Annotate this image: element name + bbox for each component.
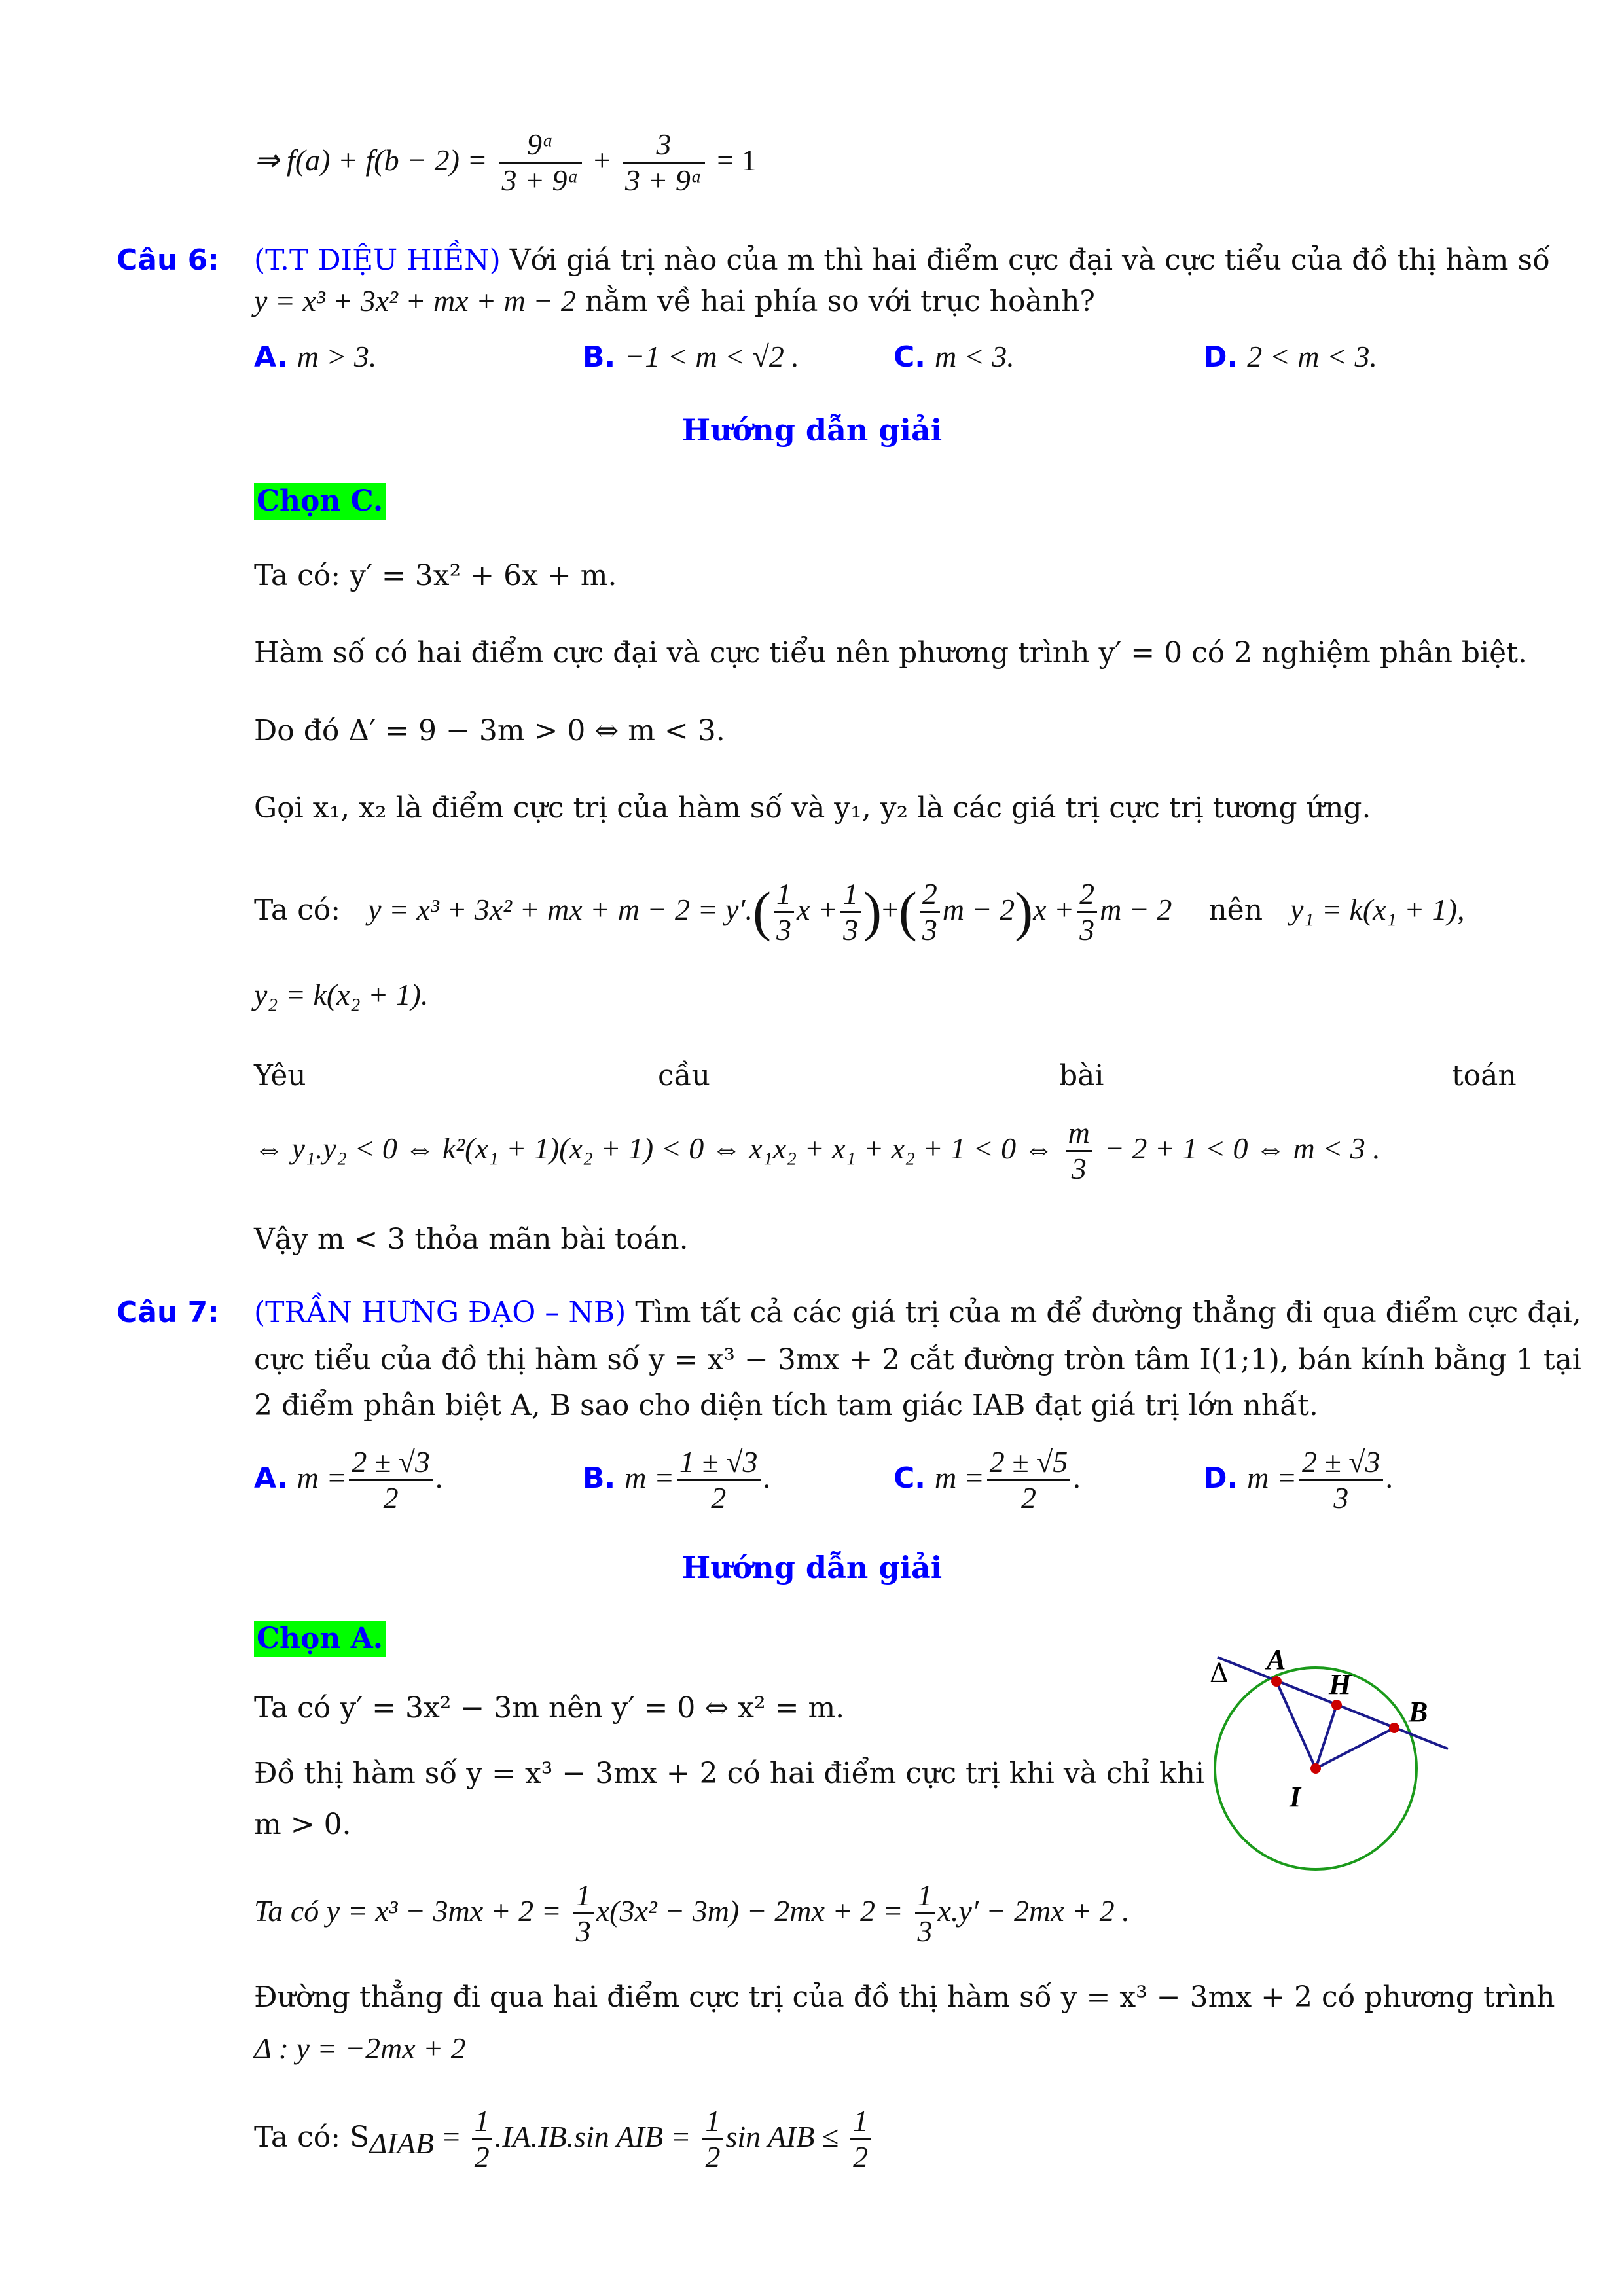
solution-7-step-5: Đường thẳng đi qua hai điểm cực trị của đồ thị hàm số y = x³ − 3mx + 2 có phương trình xyxy=(254,1981,1555,2014)
step-formula: x + xyxy=(1033,893,1075,926)
fraction-numerator: 2 ± √3 xyxy=(349,1445,433,1481)
question-7-option-b xyxy=(583,1439,770,1518)
question-7-line-3: 2 điểm phân biệt A, B sao cho diện tích tam giác IAB đạt giá trị lớn nhất. xyxy=(254,1389,1318,1422)
fraction-denominator: 2 xyxy=(711,1481,727,1515)
fraction xyxy=(1066,1116,1092,1186)
fraction xyxy=(702,2104,723,2174)
paren-close: ) xyxy=(863,881,882,942)
step-formula: y₁ = k(x₁ + 1), xyxy=(1290,893,1465,926)
step-formula: = xyxy=(442,2120,460,2153)
fraction xyxy=(349,1445,433,1515)
fraction-denominator: 2 xyxy=(474,2140,490,2174)
step-text: nên xyxy=(1208,893,1263,927)
plus-sign: + xyxy=(593,143,611,177)
option-text: m = xyxy=(1247,1461,1297,1494)
fraction xyxy=(472,2104,492,2174)
answer-choice-7: Chọn A. xyxy=(254,1621,386,1657)
label-A: A xyxy=(1267,1643,1286,1676)
label-delta: Δ xyxy=(1210,1659,1229,1689)
step-formula: x(3x² − 3m) − 2mx + 2 = xyxy=(596,1894,903,1928)
justified-word-2: cầu xyxy=(658,1059,710,1092)
solution-6-step-6 xyxy=(254,975,428,1015)
step-formula: m − 2 xyxy=(942,893,1015,926)
fraction xyxy=(774,877,794,947)
question-7-option-a xyxy=(254,1439,442,1518)
paren-close: ) xyxy=(1015,881,1034,942)
question-6-source: (T.T DIỆU HIỀN) xyxy=(254,243,501,277)
fraction-denominator: 3 xyxy=(842,913,858,946)
fraction-denominator: 3 xyxy=(1333,1481,1349,1515)
solution-7-step-1: Ta có y′ = 3x² − 3m nên y′ = 0 ⇔ x² = m. xyxy=(254,1691,845,1725)
option-text: m < 3. xyxy=(935,340,1015,373)
fraction xyxy=(840,877,861,947)
equals-one: = 1 xyxy=(717,143,757,177)
option-text: m = xyxy=(624,1461,675,1494)
fraction-denominator: 2 xyxy=(1021,1481,1037,1515)
label-B: B xyxy=(1409,1696,1428,1728)
fraction-denominator: 3 xyxy=(575,1914,591,1948)
question-6-option-b xyxy=(583,337,799,377)
question-7-line-1 xyxy=(254,1293,1581,1333)
fraction-9a xyxy=(499,128,582,198)
option-label: A. xyxy=(254,1462,288,1495)
option-label: A. xyxy=(254,340,288,374)
fraction-numerator: 1 xyxy=(850,2104,871,2140)
fraction-numerator: 1 xyxy=(573,1878,594,1914)
fraction-numerator: 9ᵃ xyxy=(499,128,582,164)
point-B xyxy=(1389,1723,1399,1733)
fraction xyxy=(677,1445,761,1515)
question-7-option-d xyxy=(1203,1439,1393,1518)
solution-7-step-6 xyxy=(254,2029,466,2069)
option-label: D. xyxy=(1203,1462,1238,1495)
justified-word-4: toán xyxy=(1452,1059,1517,1092)
option-text: . xyxy=(1385,1461,1394,1494)
question-6-text-2: nằm về hai phía so với trục hoành? xyxy=(585,285,1095,318)
step-formula: Δ : y = −2mx + 2 xyxy=(254,2032,466,2065)
solution-7-step-4 xyxy=(254,1872,1130,1951)
option-text: −1 < m < √2 . xyxy=(624,340,799,373)
step-formula: m − 2 xyxy=(1100,893,1172,926)
question-7-option-c xyxy=(893,1439,1081,1518)
fraction-numerator: 1 xyxy=(915,1878,935,1914)
option-text: . xyxy=(1073,1461,1081,1494)
step-formula: sin AIB ≤ xyxy=(725,2120,839,2153)
step-formula: − 2 + 1 < 0 ⇔ m < 3 . xyxy=(1104,1132,1380,1165)
solution-heading-6: Hướng dẫn giải xyxy=(681,412,943,448)
option-label: B. xyxy=(583,340,616,374)
step-formula: .IA.IB.sin AIB = xyxy=(494,2120,691,2153)
fraction-numerator: 3 xyxy=(623,128,705,164)
solution-heading-7: Hướng dẫn giải xyxy=(681,1550,943,1585)
solution-6-step-8 xyxy=(254,1113,1380,1186)
option-text: m = xyxy=(297,1461,347,1494)
fraction-numerator: 1 ± √3 xyxy=(677,1445,761,1481)
point-A xyxy=(1271,1676,1282,1687)
fraction-numerator: 2 ± √3 xyxy=(1299,1445,1383,1481)
fraction-numerator: m xyxy=(1066,1116,1092,1152)
point-I xyxy=(1310,1763,1321,1774)
step-formula: y = x³ + 3x² + mx + m − 2 = y′. xyxy=(368,893,753,926)
answer-choice-6: Chọn C. xyxy=(254,483,386,520)
solution-7-step-2: Đồ thị hàm số y = x³ − 3mx + 2 có hai điểm cực trị khi và chỉ khi xyxy=(254,1757,1204,1790)
fraction-numerator: 1 xyxy=(840,877,861,913)
question-6-text: Với giá trị nào của m thì hai điểm cực đại và cực tiểu của đồ thị hàm số xyxy=(509,243,1551,277)
fraction-numerator: 1 xyxy=(702,2104,723,2140)
equation-fa-fb xyxy=(254,128,757,198)
question-6-label: Câu 6: xyxy=(117,243,219,277)
fraction-denominator: 2 xyxy=(383,1481,399,1515)
circle-triangle-figure xyxy=(1198,1636,1460,1872)
fraction xyxy=(920,877,940,947)
justified-word-1: Yêu xyxy=(254,1059,306,1092)
fraction-denominator: 3 + 9ᵃ xyxy=(624,164,703,197)
step-formula: ⇔ y₁.y₂ < 0 ⇔ k²(x₁ + 1)(x₂ + 1) < 0 ⇔ x₁x₂ + x₁ + x₂ + 1 < 0 ⇔ xyxy=(254,1132,1054,1165)
question-7-source: (TRẦN HƯNG ĐẠO – NB) xyxy=(254,1296,626,1329)
option-label: D. xyxy=(1203,340,1238,374)
step-text: Ta có: S xyxy=(254,2121,370,2154)
option-text: m > 3. xyxy=(297,340,377,373)
solution-6-conclusion: Vậy m < 3 thỏa mãn bài toán. xyxy=(254,1223,689,1256)
question-7-line-2: cực tiểu của đồ thị hàm số y = x³ − 3mx + 2 cắt đường tròn tâm I(1;1), bán kính bằng 1 tại xyxy=(254,1343,1581,1376)
fraction xyxy=(987,1445,1071,1515)
question-6-line-1 xyxy=(254,241,1550,280)
fraction-denominator: 3 xyxy=(1079,913,1095,946)
fraction xyxy=(850,2104,871,2174)
question-7-text: Tìm tất cả các giá trị của m để đường thẳng đi qua điểm cực đại, xyxy=(635,1296,1581,1329)
step-text: Ta có: xyxy=(254,893,341,927)
option-label: C. xyxy=(893,340,926,374)
fraction-numerator: 2 ± √5 xyxy=(987,1445,1071,1481)
fraction-denominator: 3 xyxy=(776,913,791,946)
question-6-formula: y = x³ + 3x² + mx + m − 2 xyxy=(254,284,576,317)
step-formula: Ta có y = x³ − 3mx + 2 = xyxy=(254,1894,562,1928)
option-label: C. xyxy=(893,1462,926,1495)
fraction-denominator: 3 xyxy=(917,1914,933,1948)
step-formula: x.y′ − 2mx + 2 . xyxy=(937,1894,1130,1928)
paren-open: ( xyxy=(753,881,771,942)
solution-6-step-2: Hàm số có hai điểm cực đại và cực tiểu nên phương trình y′ = 0 có 2 nghiệm phân biệt. xyxy=(254,636,1527,670)
fraction xyxy=(1077,877,1097,947)
fraction xyxy=(915,1878,935,1948)
option-text: m = xyxy=(935,1461,984,1494)
label-I: I xyxy=(1290,1781,1301,1813)
fraction xyxy=(573,1878,594,1948)
solution-6-step-3: Do đó Δ′ = 9 − 3m > 0 ⇔ m < 3. xyxy=(254,714,725,747)
fraction-denominator: 3 xyxy=(1071,1152,1087,1185)
solution-7-step-3: m > 0. xyxy=(254,1808,352,1841)
solution-6-step-4: Gọi x₁, x₂ là điểm cực trị của hàm số và y₁, y₂ là các giá trị cực trị tương ứng. xyxy=(254,791,1371,825)
option-label: B. xyxy=(583,1462,616,1495)
question-6-option-c xyxy=(893,337,1015,377)
question-6-option-d xyxy=(1203,337,1377,377)
option-text: . xyxy=(435,1461,443,1494)
fraction-denominator: 3 xyxy=(922,913,937,946)
subscript: ΔIAB xyxy=(369,2126,434,2160)
question-6-line-2 xyxy=(254,281,1095,321)
fraction-denominator: 3 + 9ᵃ xyxy=(501,164,579,197)
justified-word-3: bài xyxy=(1059,1059,1104,1092)
fraction-denominator: 2 xyxy=(853,2140,869,2174)
option-text: . xyxy=(763,1461,771,1494)
step-formula: y₂ = k(x₂ + 1). xyxy=(254,978,429,1011)
step-formula: x + xyxy=(796,893,838,926)
solution-7-step-7 xyxy=(254,2098,873,2183)
fraction-denominator: 2 xyxy=(705,2140,721,2174)
equation-prefix: ⇒ f(a) + f(b − 2) = xyxy=(254,143,488,177)
solution-6-step-5: Ta có: y = x³ + 3x² + mx + m − 2 = y′.( $\frac{1}{3}$ x + $\frac{1}{3}$ )+( $\frac{2}{3}$ m − 2)x + $\frac{2}{3}$ m − 2 nên y₁ = k(x₁ + 1), xyxy=(254,877,1465,946)
fraction xyxy=(1299,1445,1383,1515)
question-7-label: Câu 7: xyxy=(117,1296,219,1329)
label-H: H xyxy=(1329,1668,1352,1700)
option-text: 2 < m < 3. xyxy=(1247,340,1378,373)
fraction-numerator: 2 xyxy=(920,877,940,913)
paren-open: ( xyxy=(898,881,917,942)
point-H xyxy=(1331,1700,1342,1710)
fraction-3 xyxy=(623,128,705,198)
fraction-numerator: 1 xyxy=(472,2104,492,2140)
question-6-option-a xyxy=(254,337,376,377)
fraction-numerator: 2 xyxy=(1077,877,1097,913)
fraction-numerator: 1 xyxy=(774,877,794,913)
solution-6-step-1: Ta có: y′ = 3x² + 6x + m. xyxy=(254,559,617,592)
